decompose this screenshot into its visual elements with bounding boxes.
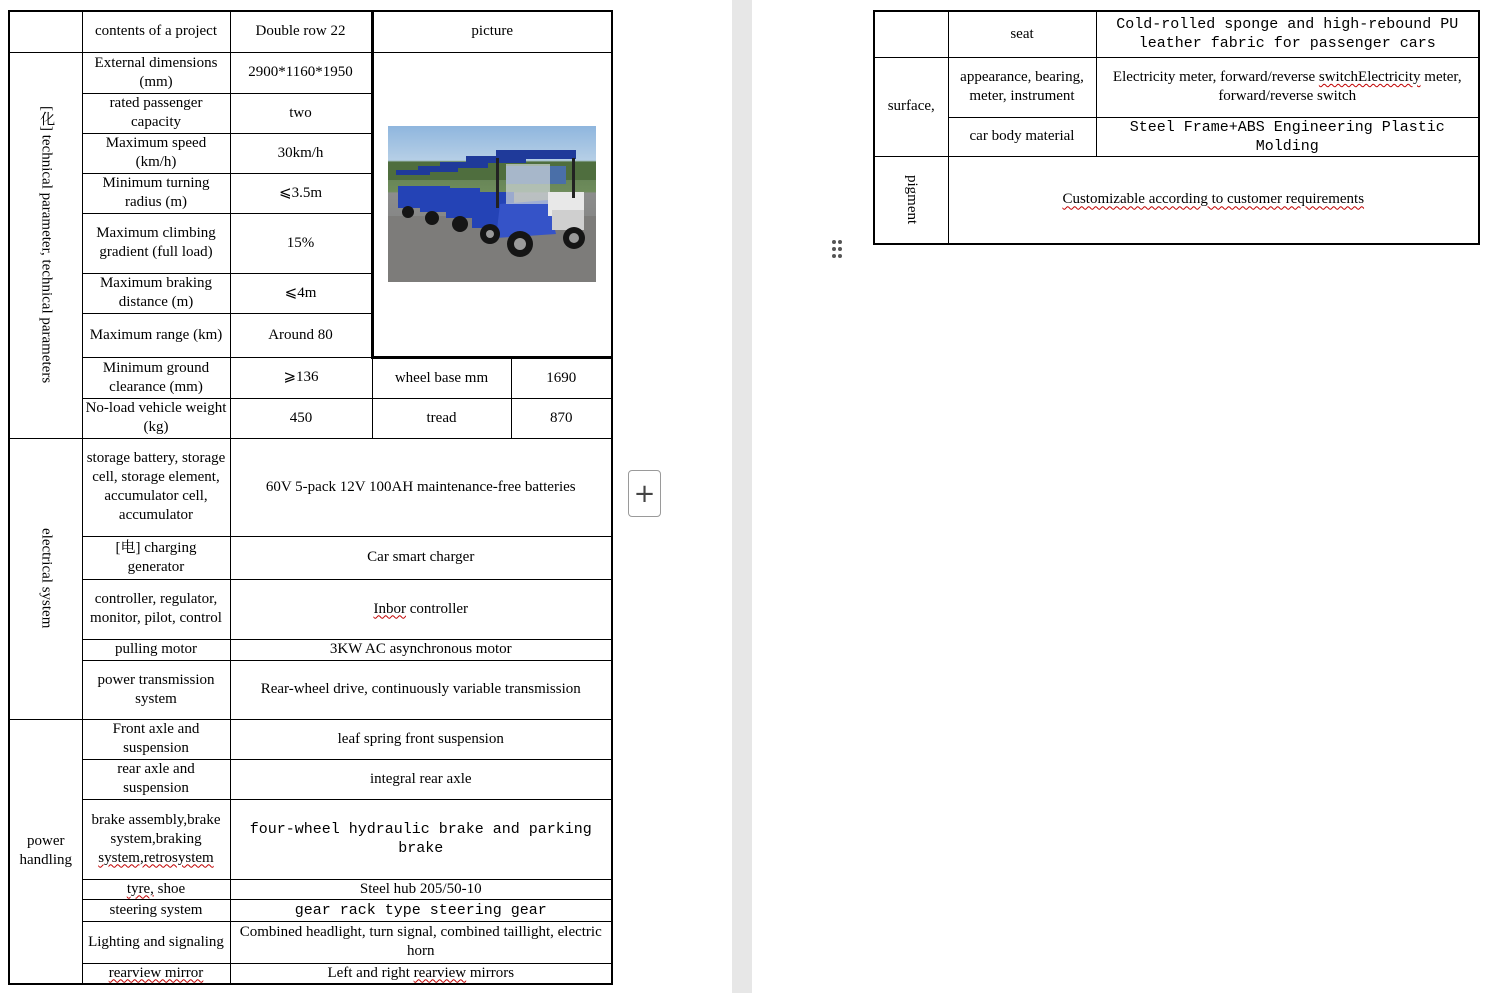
tech-row-label: rated passenger capacity [82,93,230,133]
elec-row-value: Car smart charger [230,536,612,579]
power-row-label: steering system [82,899,230,921]
body-material-value: Steel Frame+ABS Engineering Plastic Molding [1096,117,1479,156]
tech-row-value: two [230,93,372,133]
elec-row-value: Inbor controller [230,579,612,639]
power-row-value: integral rear axle [230,759,612,799]
pigment-label: pigment [874,156,948,244]
weight-value: 450 [230,398,372,438]
vehicle-photo-cell [372,52,612,357]
spellcheck-word: system,retrosystem [98,849,214,866]
tech-row-value: ⩽3.5m [230,173,372,213]
header-blank-cell [9,11,82,52]
tech-row-value: ⩽4m [230,273,372,313]
power-row-label: rear axle and suspension [82,759,230,799]
elec-row-value: 60V 5-pack 12V 100AH maintenance-free batteries [230,438,612,536]
power-row-value: four-wheel hydraulic brake and parking brake [230,799,612,879]
spec-table-right [873,10,1480,245]
tech-row-label: Maximum speed (km/h) [82,133,230,173]
power-row-label: Front axle and suspension [82,719,230,759]
header-item-label: contents of a project [82,11,230,52]
appearance-label: appearance, bearing, meter, instrument [948,57,1096,117]
drag-handle-icon[interactable] [830,238,844,260]
page-gutter [732,0,752,993]
wheelbase-label: wheel base mm [372,357,511,398]
tech-row-value: 15% [230,213,372,273]
technical-section-label: [化] technical parameter, technical parameters [9,52,82,438]
power-row-value: Left and right rearview mirrors [230,963,612,984]
tech-row-value: 30km/h [230,133,372,173]
elec-row-value: 3KW AC asynchronous motor [230,639,612,660]
wheelbase-value: 1690 [511,357,612,398]
golf-cart-photo [388,126,596,282]
power-row-value: leaf spring front suspension [230,719,612,759]
spellcheck-word: rearview [413,964,467,981]
plus-icon: + [633,478,656,509]
tech-row-label: External dimensions (mm) [82,52,230,93]
tread-value: 870 [511,398,612,438]
elec-row-label: storage battery, storage cell, storage element, accumulator cell, accumulator [82,438,230,536]
elec-row-value: Rear-wheel drive, continuously variable transmission [230,660,612,719]
add-row-button[interactable] [628,470,661,517]
spellcheck-word: tyre, [126,880,154,897]
tech-row-label: Maximum range (km) [82,313,230,357]
tech-row-label: Maximum climbing gradient (full load) [82,213,230,273]
spellcheck-word: switchElectricity [1318,69,1421,85]
power-row-value: Combined headlight, turn signal, combined taillight, electric horn [230,921,612,963]
seat-label: seat [948,11,1096,57]
header-model: Double row 22 [230,11,372,52]
power-row-label: tyre, shoe [82,879,230,899]
header-picture-label: picture [372,11,612,52]
weight-label: No-load vehicle weight (kg) [82,398,230,438]
golf-cart-illustration [388,126,596,282]
tech-row-label: Minimum turning radius (m) [82,173,230,213]
spellcheck-word: Inbor [373,600,406,617]
power-handling-section-label: power handling [9,719,82,984]
seat-blank-cell [874,11,948,57]
body-material-label: car body material [948,117,1096,156]
seat-value: Cold-rolled sponge and high-rebound PU leather fabric for passenger cars [1096,11,1479,57]
surface-section-label: surface, [874,57,948,156]
appearance-value: Electricity meter, forward/reverse switchElectricity meter, forward/reverse switch [1096,57,1479,117]
power-row-value: gear rack type steering gear [230,899,612,921]
pigment-value: Customizable according to customer requirements [948,156,1479,244]
tech-row-value: 2900*1160*1950 [230,52,372,93]
elec-row-label: power transmission system [82,660,230,719]
spec-table-left [8,10,613,985]
tech-row-value: Around 80 [230,313,372,357]
elec-row-label: pulling motor [82,639,230,660]
elec-row-label: controller, regulator, monitor, pilot, control [82,579,230,639]
clearance-label: Minimum ground clearance (mm) [82,357,230,398]
tech-row-label: Maximum braking distance (m) [82,273,230,313]
tread-label: tread [372,398,511,438]
elec-row-label: [电] charging generator [82,536,230,579]
power-row-label: Lighting and signaling [82,921,230,963]
power-row-value: Steel hub 205/50-10 [230,879,612,899]
power-row-label: rearview mirror [82,963,230,984]
power-row-label: brake assembly,brake system,braking system,retrosystem [82,799,230,879]
clearance-value: ⩾136 [230,357,372,398]
electrical-section-label: electrical system [9,438,82,719]
